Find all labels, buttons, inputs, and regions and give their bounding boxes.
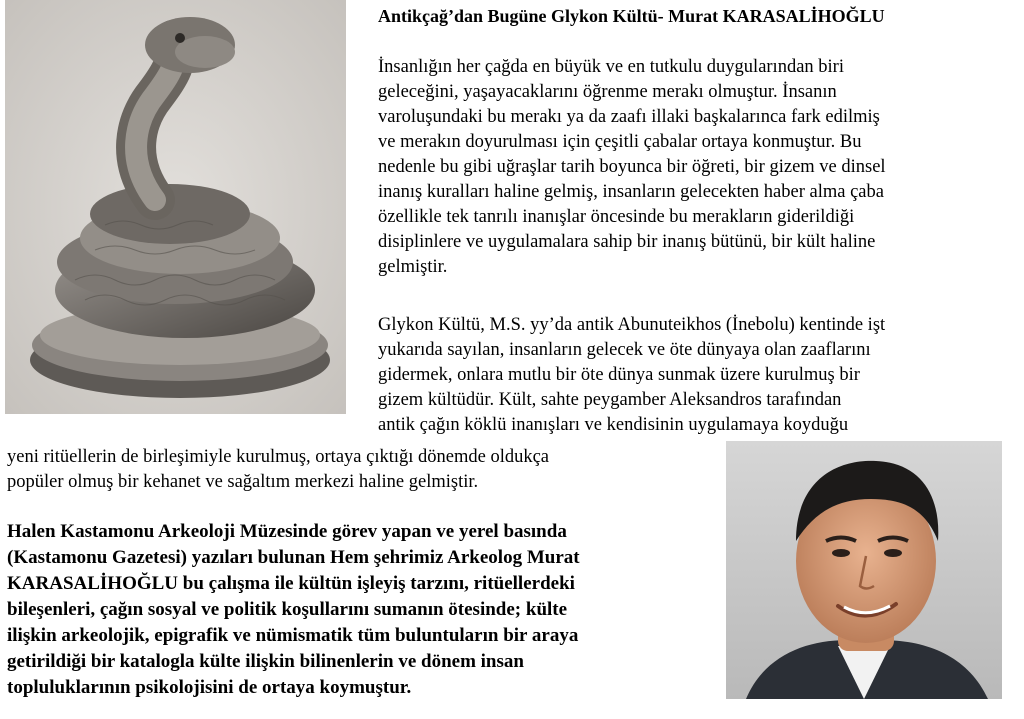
author-portrait-photo [726,441,1002,699]
text-line: ve merakın doyurulması için çeşitli çabalar ortaya konmuştur. Bu [378,132,862,152]
text-line: antik çağın köklü inanışları ve kendisinin uygulamaya koyduğu [378,415,849,435]
text-line: popüler olmuş bir kehanet ve sağaltım merkezi haline gelmiştir. [7,472,479,492]
text-line: gizem kültüdür. Kült, sahte peygamber Aleksandros tarafından [378,390,842,410]
text-line: İnsanlığın her çağda en büyük ve en tutkulu duygularından biri [378,57,844,77]
article-title: Antikçağ’dan Bugüne Glykon Kültü- Murat KARASALİHOĞLU [378,6,885,26]
text-line: Halen Kastamonu Arkeoloji Müzesinde görev yapan ve yerel basında [7,521,567,542]
text-line: varoluşundaki bu merakı ya da zaafı illaki başkalarınca fark edilmiş [378,107,880,127]
glykon-statue-photo [5,0,346,414]
text-line: (Kastamonu Gazetesi) yazıları bulunan Hem şehrimiz Arkeolog Murat [7,547,580,568]
text-line: gidermek, onlara mutlu bir öte dünya sunmak üzere kurulmuş bir [378,365,860,385]
text-line: KARASALİHOĞLU bu çalışma ile kültün işleyiş tarzını, ritüellerdeki [7,573,575,594]
text-line: inanış kuralları haline gelmiş, insanların gelecekten haber alma çaba [378,182,884,202]
text-line: yeni ritüellerin de birleşimiyle kurulmuş, ortaya çıktığı dönemde oldukça [7,447,550,467]
text-line: ilişkin arkeolojik, epigrafik ve nümismatik tüm buluntuların bir araya [7,625,579,646]
text-line: nedenle bu gibi uğraşlar tarih boyunca bir öğreti, bir gizem ve dinsel [378,157,886,177]
text-line: topluluklarının psikolojisini de ortaya koymuştur. [7,677,412,698]
text-line: geleceğini, yaşayacaklarını öğrenme merakı olmuştur. İnsanın [378,82,837,102]
text-line: özellikle tek tanrılı inanışlar öncesinde bu merakların giderildiği [378,207,855,227]
text-line: gelmiştir. [378,257,448,277]
text-line: Glykon Kültü, M.S. yy’da antik Abunuteikhos (İnebolu) kentinde işt [378,315,886,335]
text-line: getirildiği bir katalogla külte ilişkin bilinenlerin ve dönem insan [7,651,524,672]
text-line: yukarıda sayılan, insanların gelecek ve öte dünyaya olan zaaflarını [378,340,871,360]
text-line: disiplinlere ve uygulamalara sahip bir inanış bütünü, bir kült haline [378,232,876,252]
text-line: bileşenleri, çağın sosyal ve politik koşullarını sumanın ötesinde; külte [7,599,568,620]
